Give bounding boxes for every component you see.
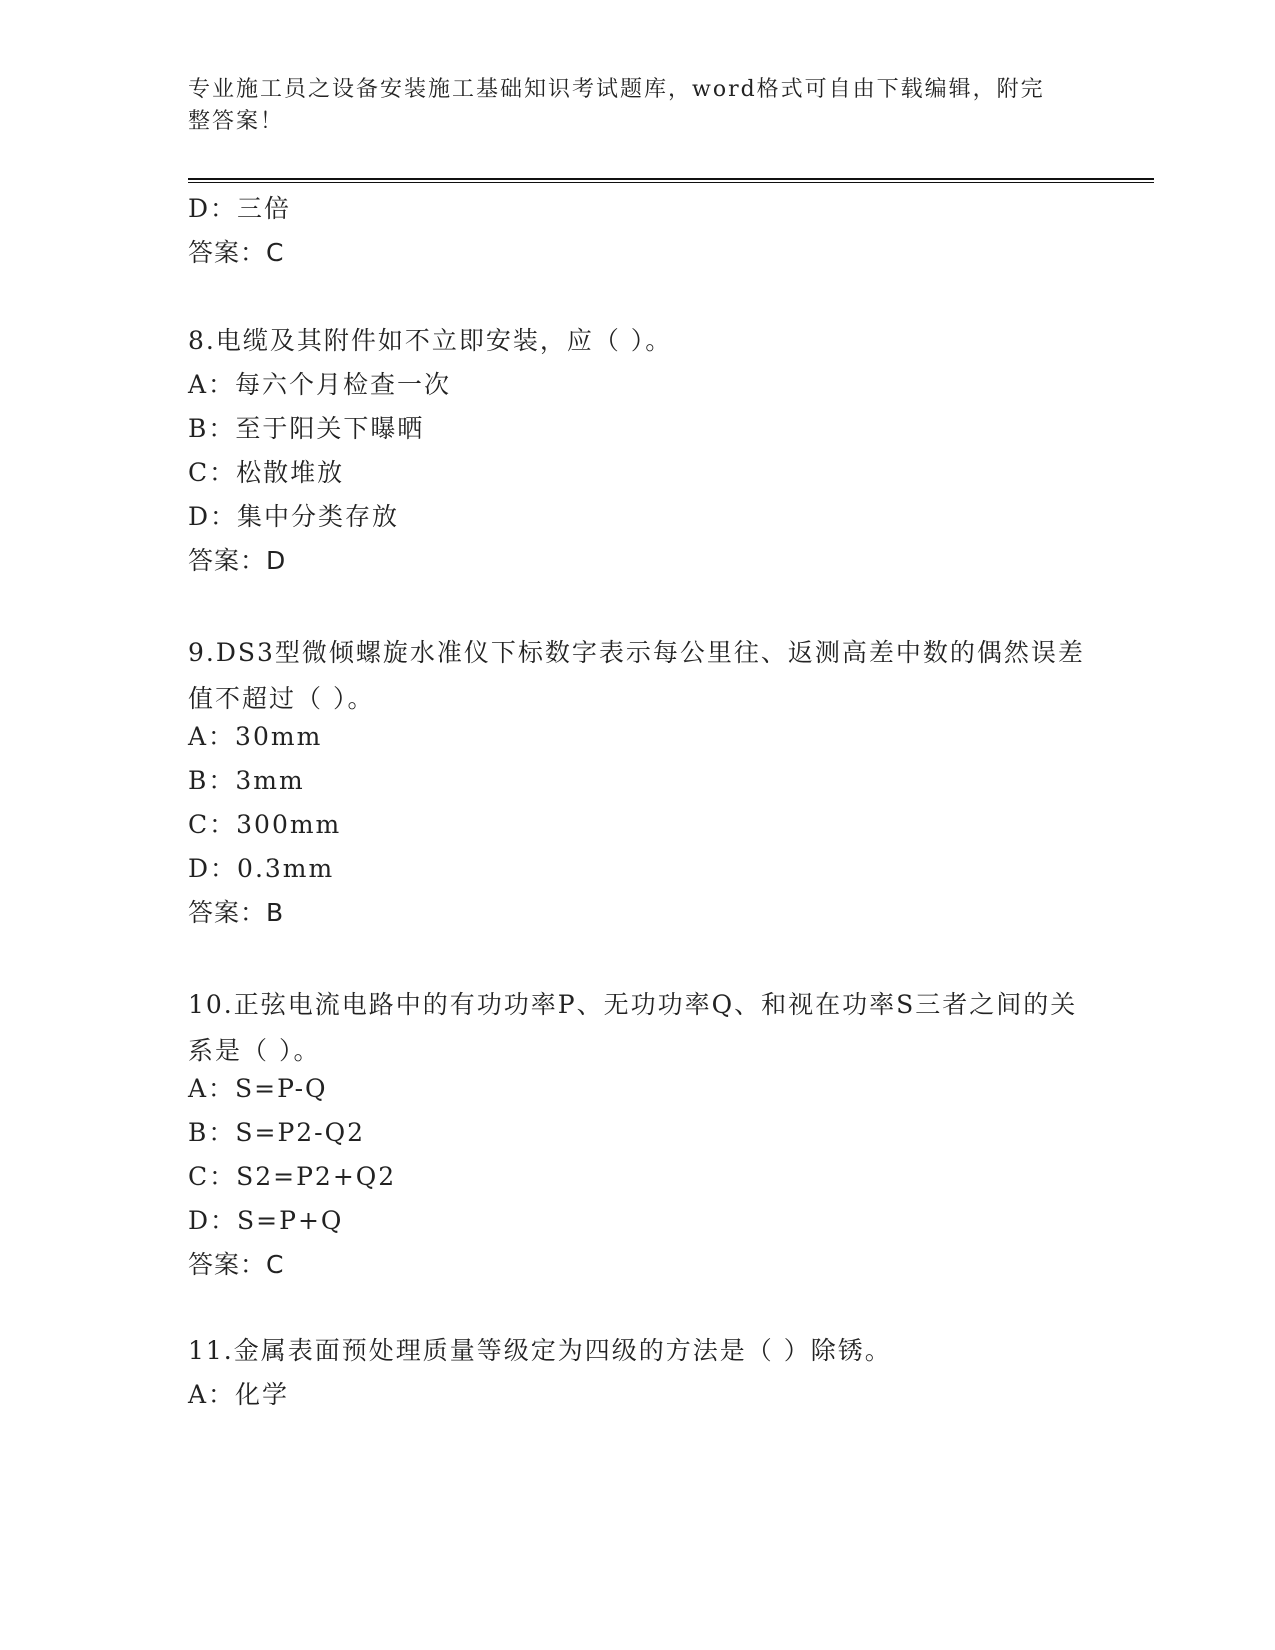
question-9-option-d: D：0.3mm [188,854,335,883]
question-9-answer: 答案：B [188,898,285,927]
question-11-option-a: A：化学 [188,1380,290,1409]
prev-answer: 答案：C [188,238,285,267]
question-10-text: 10.正弦电流电路中的有功功率P、无功功率Q、和视在功率S三者之间的关系是（ ）。 [188,990,1078,1065]
question-10-option-b: B：S=P2-Q2 [188,1118,366,1147]
question-10-answer: 答案：C [188,1250,285,1279]
question-8-option-c: C：松散堆放 [188,458,345,487]
question-8-text: 8.电缆及其附件如不立即安装，应（ ）。 [188,326,673,355]
question-11-text: 11.金属表面预处理质量等级定为四级的方法是（ ）除锈。 [188,1336,892,1365]
question-10-option-d: D：S=P+Q [188,1206,344,1235]
question-8-option-a: A：每六个月检查一次 [188,370,452,399]
header-divider-thin [188,182,1154,183]
question-10-option-c: C：S2=P2+Q2 [188,1162,397,1191]
document-header: 专业施工员之设备安装施工基础知识考试题库，word格式可自由下载编辑，附完整答案！ [188,77,1045,134]
question-9-option-a: A：30mm [188,722,323,751]
question-10-option-a: A：S=P-Q [188,1074,328,1103]
header-divider-thick [188,178,1154,180]
question-9-option-c: C：300mm [188,810,342,839]
question-8-answer: 答案：D [188,546,287,575]
question-8-option-b: B：至于阳关下曝晒 [188,414,425,443]
question-8-option-d: D：集中分类存放 [188,502,400,531]
question-9-option-b: B：3mm [188,766,305,795]
prev-option-d: D：三倍 [188,194,292,223]
question-9-text: 9.DS3型微倾螺旋水准仪下标数字表示每公里往、返测高差中数的偶然误差值不超过（ ）。 [188,638,1085,713]
